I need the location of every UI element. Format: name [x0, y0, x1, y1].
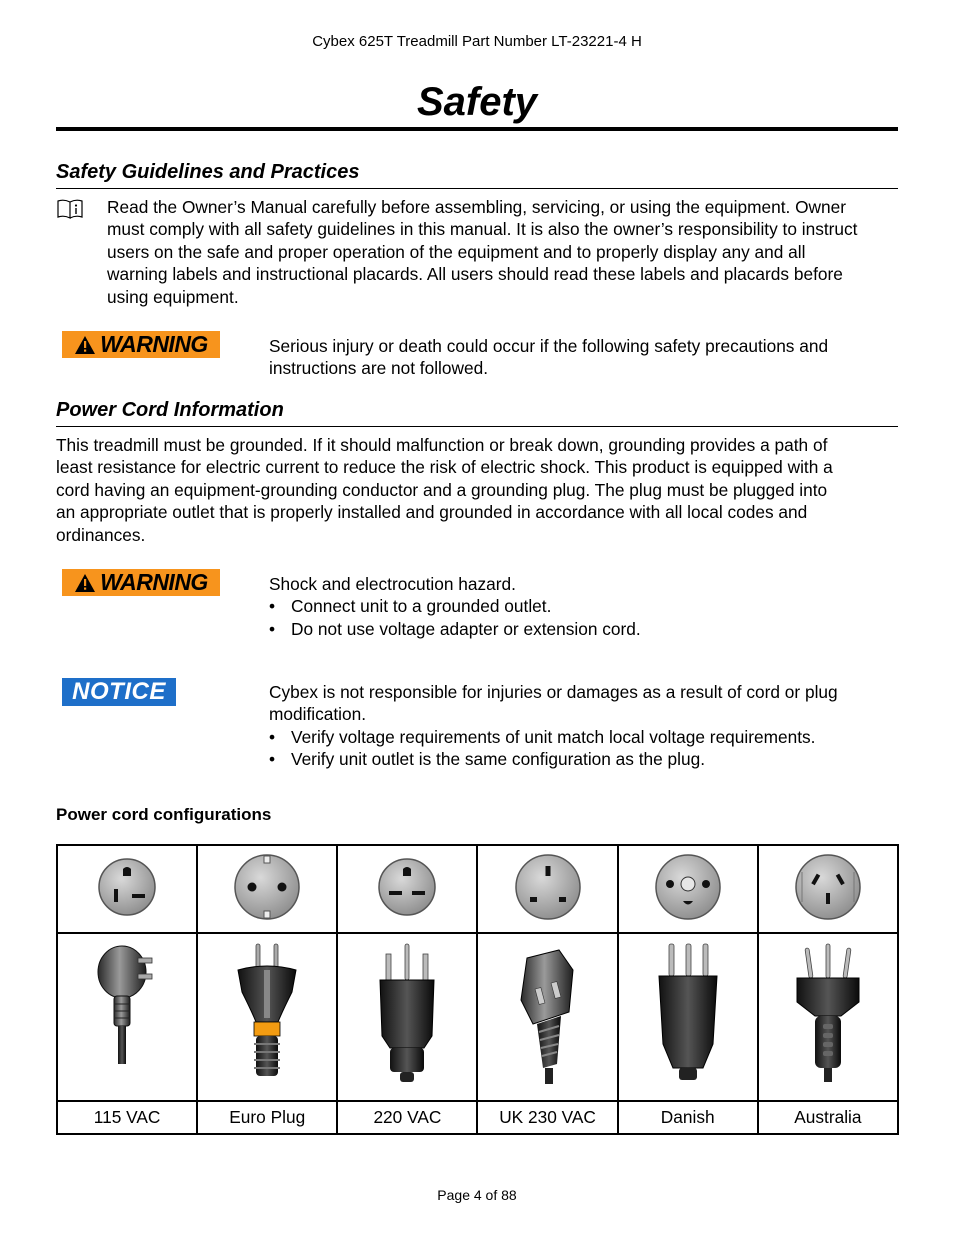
australia-plug-icon	[793, 940, 863, 1090]
page-number: Page 4 of 88	[437, 1187, 517, 1203]
outlet-cell	[337, 845, 477, 933]
grounding-paragraph	[56, 434, 902, 546]
plug-cell	[337, 933, 477, 1101]
text-line: least resistance for electric current to reduce the risk of electric shock. This product is equipped with a	[56, 457, 833, 478]
uk-outlet-icon	[513, 852, 583, 922]
plug-cell	[758, 933, 898, 1101]
plug-cell	[477, 933, 617, 1101]
title-rule	[56, 127, 898, 131]
danish-plug-icon	[653, 940, 723, 1090]
bullet-item: • Connect unit to a grounded outlet.	[269, 595, 899, 617]
plug-cell	[57, 933, 197, 1101]
warning-label: WARNING	[100, 331, 208, 357]
text-line: Serious injury or death could occur if the following safety precautions and	[269, 336, 829, 356]
text-line: warning labels and instructional placards. All users should read these labels and placards before	[107, 264, 843, 285]
page-title: Safety	[416, 80, 538, 124]
euro-plug-icon	[232, 940, 302, 1090]
config-label: 220 VAC	[337, 1101, 477, 1134]
danish-outlet-icon	[653, 852, 723, 922]
outlet-cell	[57, 845, 197, 933]
us-115v-outlet-icon	[92, 852, 162, 922]
config-label: Danish	[618, 1101, 758, 1134]
power-cord-configurations-heading: Power cord configurations	[56, 805, 272, 824]
us-115v-plug-icon	[92, 940, 162, 1090]
bullet-item: • Do not use voltage adapter or extension cord.	[269, 618, 899, 640]
warning-triangle-icon	[74, 335, 96, 355]
bullet-item: • Verify voltage requirements of unit match local voltage requirements.	[269, 726, 899, 748]
config-label: Australia	[758, 1101, 898, 1134]
text-line: ordinances.	[56, 524, 146, 545]
text-line: Read the Owner’s Manual carefully before assembling, servicing, or using the equipment. Owner	[107, 197, 846, 217]
text-line: an appropriate outlet that is properly installed and grounded in accordance with all local codes and	[56, 502, 808, 523]
text-line: users on the safe and proper operation of the equipment and to properly display any and all	[107, 241, 806, 262]
warning-text-2	[269, 573, 899, 640]
euro-outlet-icon	[232, 852, 302, 922]
bullet-item: • Verify unit outlet is the same configuration as the plug.	[269, 748, 899, 770]
notice-bullet-list	[269, 726, 899, 771]
owners-manual-paragraph	[107, 196, 902, 308]
outlet-cell	[477, 845, 617, 933]
plug-cell	[197, 933, 337, 1101]
warning-label: WARNING	[100, 569, 208, 595]
australia-outlet-icon	[793, 852, 863, 922]
text-line: Cybex is not responsible for injuries or damages as a result of cord or plug	[269, 682, 838, 702]
outlet-cell	[758, 845, 898, 933]
us-220v-plug-icon	[372, 940, 442, 1090]
section-rule	[56, 188, 898, 189]
warning-text-1	[269, 335, 899, 380]
outlet-row	[57, 845, 898, 933]
warning-triangle-icon	[74, 573, 96, 593]
uk-plug-icon	[513, 940, 583, 1090]
text-line: using equipment.	[107, 286, 239, 307]
warning-badge	[62, 331, 220, 358]
text-line: instructions are not followed.	[269, 358, 489, 379]
book-info-icon	[56, 199, 86, 219]
outlet-cell	[197, 845, 337, 933]
outlet-cell	[618, 845, 758, 933]
config-label: UK 230 VAC	[477, 1101, 617, 1134]
plug-row	[57, 933, 898, 1101]
notice-badge	[62, 678, 176, 706]
label-row	[57, 1101, 898, 1134]
text-line: This treadmill must be grounded. If it should malfunction or break down, grounding provides a path of	[56, 435, 828, 455]
power-cord-table	[56, 844, 899, 1135]
section-heading-safety-guidelines: Safety Guidelines and Practices	[56, 161, 360, 183]
warning-bullet-list	[269, 595, 899, 640]
text-line: Shock and electrocution hazard.	[269, 574, 516, 594]
warning-badge	[62, 569, 220, 596]
notice-text	[269, 681, 899, 771]
section-heading-power-cord: Power Cord Information	[56, 399, 284, 421]
config-label: Euro Plug	[197, 1101, 337, 1134]
us-220v-outlet-icon	[372, 852, 442, 922]
plug-cell	[618, 933, 758, 1101]
notice-label: NOTICE	[72, 678, 166, 705]
text-line: cord having an equipment-grounding conductor and a grounding plug. The plug must be plugged into	[56, 479, 828, 500]
section-rule	[56, 426, 898, 427]
running-header: Cybex 625T Treadmill Part Number LT-23221-4 H	[312, 33, 642, 50]
config-label: 115 VAC	[57, 1101, 197, 1134]
text-line: modification.	[269, 704, 367, 725]
text-line: must comply with all safety guidelines in this manual. It is also the owner’s responsibility to instruct	[107, 219, 858, 240]
